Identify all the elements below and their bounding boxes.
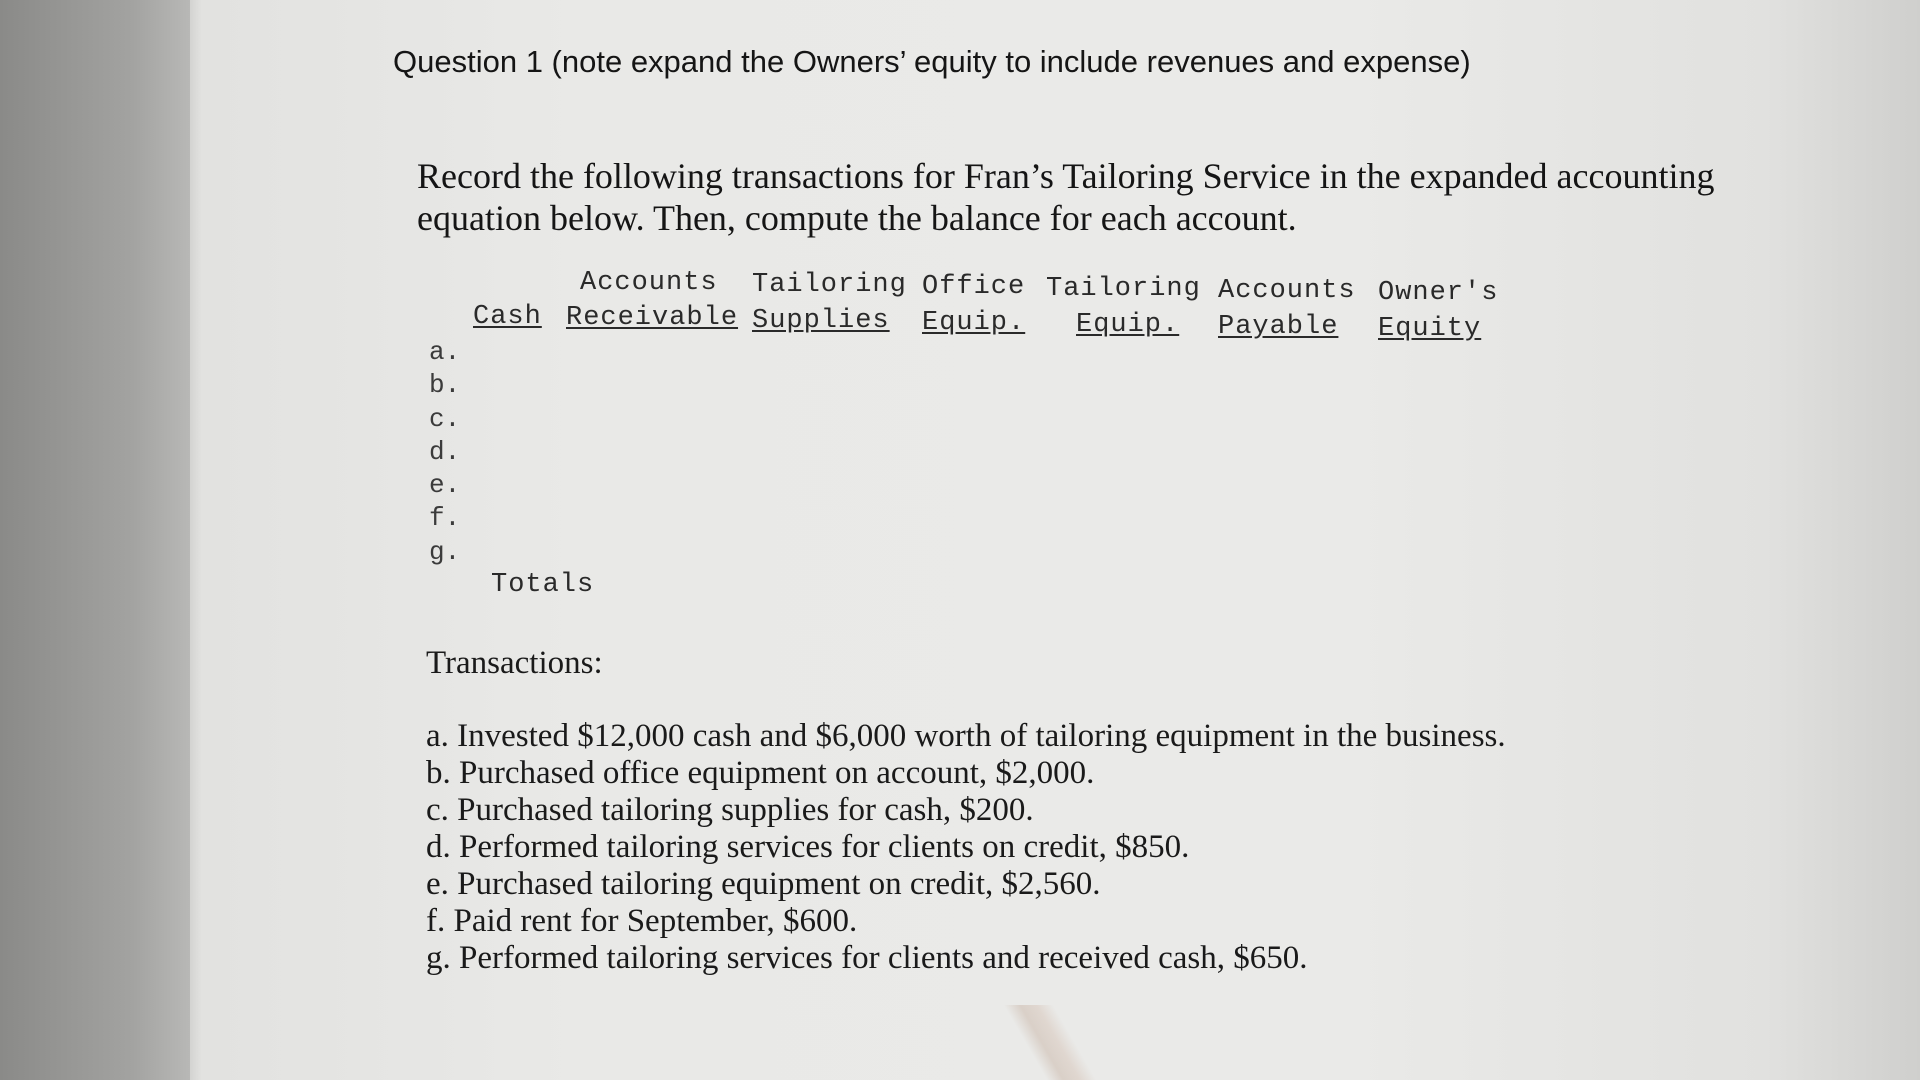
column-header-top: Tailoring	[1046, 274, 1201, 304]
column-header-top: Accounts	[1218, 276, 1356, 306]
transaction-item: d. Performed tailoring services for clients on credit, $850.	[426, 829, 1190, 865]
transactions-list	[426, 718, 1506, 977]
row-label: g.	[429, 537, 461, 567]
totals-label: Totals	[491, 570, 595, 600]
row-label: c.	[429, 404, 461, 434]
column-header-accounts-payable: Payable	[1218, 312, 1339, 342]
screen-smudge	[990, 1005, 1110, 1080]
transaction-item: a. Invested $12,000 cash and $6,000 worth of tailoring equipment in the business.	[426, 718, 1506, 754]
column-header-cash: Cash	[473, 302, 542, 332]
transaction-item: g. Performed tailoring services for clients and received cash, $650.	[426, 940, 1308, 976]
row-label: e.	[429, 470, 461, 500]
column-header-owners-equity: Equity	[1378, 314, 1482, 344]
transaction-item: b. Purchased office equipment on account, $2,000.	[426, 755, 1095, 791]
instructions-paragraph: Record the following transactions for Fran’s Tailoring Service in the expanded accounting equation below. Then, compute the balance for each account.	[417, 156, 1715, 238]
transaction-item: e. Purchased tailoring equipment on credit, $2,560.	[426, 866, 1101, 902]
row-label: a.	[429, 337, 461, 367]
column-header-top: Owner's	[1378, 278, 1499, 308]
column-header-top: Office	[922, 272, 1026, 302]
transaction-item: c. Purchased tailoring supplies for cash, $200.	[426, 792, 1034, 828]
column-header-tailoring-supplies: Supplies	[752, 306, 890, 336]
left-sidebar	[0, 0, 190, 1080]
row-label: f.	[429, 503, 461, 533]
column-header-office-equip: Equip.	[922, 308, 1026, 338]
document-page	[190, 0, 1920, 1080]
transaction-item: f. Paid rent for September, $600.	[426, 903, 858, 939]
column-header-top: Tailoring	[752, 270, 907, 300]
column-header-accounts-receivable: Receivable	[566, 303, 739, 333]
transactions-heading: Transactions:	[426, 645, 603, 681]
column-header-tailoring-equip: Equip.	[1076, 310, 1180, 340]
row-label: b.	[429, 370, 461, 400]
question-title: Question 1 (note expand the Owners’ equity to include revenues and expense)	[393, 44, 1471, 79]
row-label: d.	[429, 437, 461, 467]
column-header-top: Accounts	[580, 268, 718, 298]
